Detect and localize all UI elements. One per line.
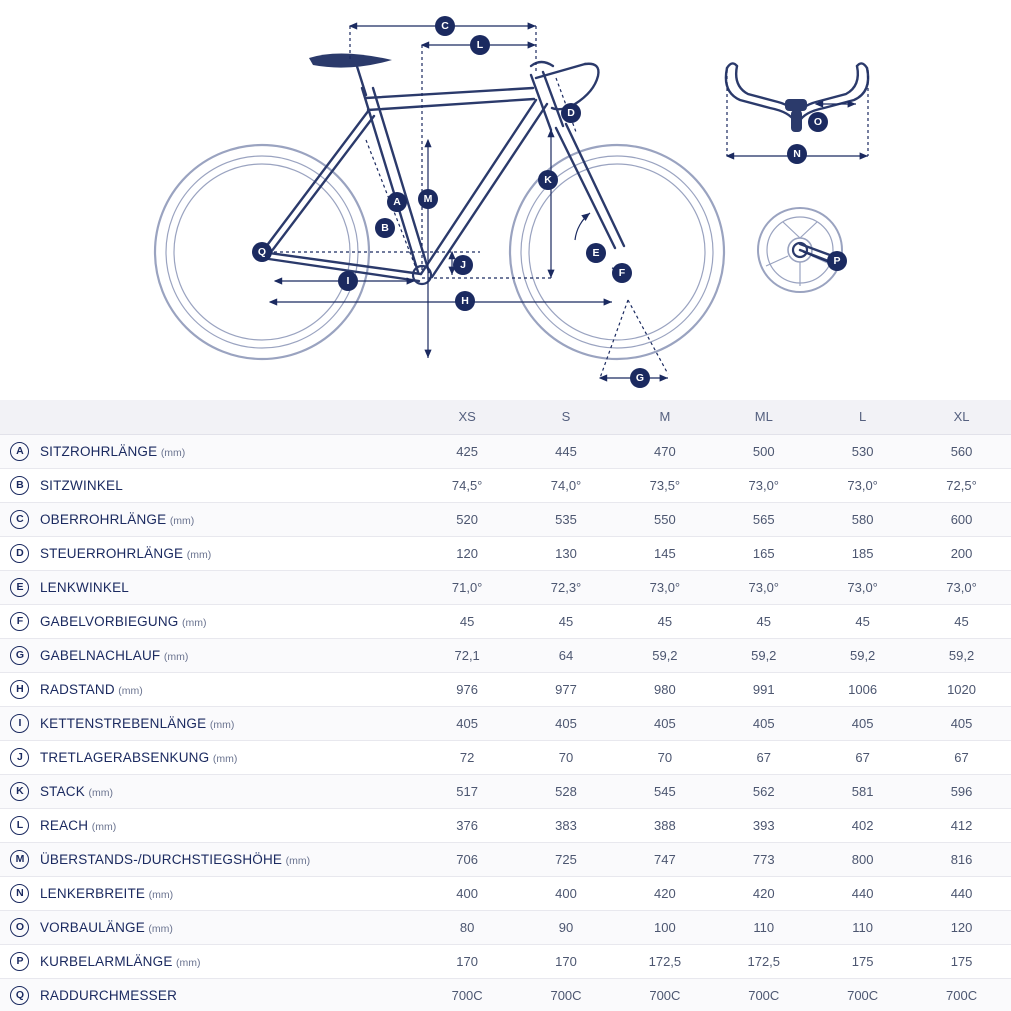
row-unit: (mm) (212, 752, 238, 765)
callout-E: E (586, 243, 606, 263)
row-value: 517 (418, 774, 517, 808)
row-value: 535 (517, 502, 616, 536)
table-row (0, 910, 1011, 944)
row-value: 440 (813, 876, 912, 910)
row-value: 747 (615, 842, 714, 876)
row-label-cell (40, 638, 418, 672)
row-value: 376 (418, 808, 517, 842)
row-unit: (mm) (163, 650, 189, 663)
row-badge: P (10, 952, 29, 971)
row-value: 59,2 (813, 638, 912, 672)
row-value: 388 (615, 808, 714, 842)
row-badge: C (10, 510, 29, 529)
row-badge: Q (10, 986, 29, 1005)
row-value: 73,0° (714, 468, 813, 502)
bike-geometry-diagram (0, 0, 1011, 400)
callout-I: I (338, 271, 358, 291)
row-unit: (mm) (285, 854, 311, 867)
row-value: 700C (418, 978, 517, 1011)
row-badge-cell (0, 842, 40, 876)
row-value: 59,2 (912, 638, 1011, 672)
row-label: RADDURCHMESSER (39, 987, 178, 1003)
row-value: 72,1 (418, 638, 517, 672)
row-value: 412 (912, 808, 1011, 842)
row-value: 700C (517, 978, 616, 1011)
row-badge: G (10, 646, 29, 665)
row-value: 59,2 (615, 638, 714, 672)
table-header-row (0, 400, 1011, 434)
callout-D: D (561, 103, 581, 123)
row-value: 400 (517, 876, 616, 910)
row-value: 800 (813, 842, 912, 876)
table-row (0, 536, 1011, 570)
row-value: 976 (418, 672, 517, 706)
handlebar-top-view (726, 63, 868, 132)
row-badge-cell (0, 944, 40, 978)
row-label-cell (40, 842, 418, 876)
callout-N: N (787, 144, 807, 164)
row-label: LENKWINKEL (39, 579, 129, 595)
row-value: 67 (912, 740, 1011, 774)
row-value: 73,5° (615, 468, 714, 502)
row-label-cell (40, 944, 418, 978)
row-value: 73,0° (813, 570, 912, 604)
column-header-size: ML (714, 400, 813, 434)
row-value: 980 (615, 672, 714, 706)
row-badge-cell (0, 876, 40, 910)
row-label-cell (40, 672, 418, 706)
row-label-cell (40, 910, 418, 944)
row-label: GABELVORBIEGUNG (39, 613, 179, 629)
row-label: LENKERBREITE (39, 885, 146, 901)
table-row (0, 502, 1011, 536)
row-value: 470 (615, 434, 714, 468)
row-value: 70 (615, 740, 714, 774)
callout-C: C (435, 16, 455, 36)
table-row (0, 570, 1011, 604)
row-badge: E (10, 578, 29, 597)
header-label-spacer (40, 400, 418, 434)
table-row (0, 672, 1011, 706)
table-row (0, 468, 1011, 502)
row-value: 175 (912, 944, 1011, 978)
row-value: 73,0° (813, 468, 912, 502)
row-value: 200 (912, 536, 1011, 570)
row-label: ÜBERSTANDS-/DURCHSTIEGSHÖHE (39, 851, 283, 867)
callout-O-stem: O (808, 112, 828, 132)
row-value: 110 (813, 910, 912, 944)
row-value: 72 (418, 740, 517, 774)
row-value: 110 (714, 910, 813, 944)
row-badge-cell (0, 808, 40, 842)
row-unit: (mm) (88, 786, 113, 799)
row-badge: O (10, 918, 29, 937)
row-label-cell (40, 740, 418, 774)
row-label-cell (40, 774, 418, 808)
row-unit: (mm) (148, 888, 174, 901)
row-value: 170 (517, 944, 616, 978)
row-label: RADSTAND (39, 681, 115, 697)
row-badge: F (10, 612, 29, 631)
row-value: 560 (912, 434, 1011, 468)
row-value: 45 (714, 604, 813, 638)
callout-H: H (455, 291, 475, 311)
row-value: 816 (912, 842, 1011, 876)
row-value: 165 (714, 536, 813, 570)
row-label: VORBAULÄNGE (39, 919, 145, 935)
row-value: 64 (517, 638, 616, 672)
row-value: 74,5° (418, 468, 517, 502)
row-value: 172,5 (714, 944, 813, 978)
table-row (0, 944, 1011, 978)
row-badge-cell (0, 910, 40, 944)
row-badge: L (10, 816, 29, 835)
row-value: 400 (418, 876, 517, 910)
row-value: 45 (912, 604, 1011, 638)
row-label: STACK (39, 783, 85, 799)
callout-F: F (612, 263, 632, 283)
row-value: 420 (615, 876, 714, 910)
row-label: TRETLAGERABSENKUNG (39, 749, 210, 765)
row-value: 700C (714, 978, 813, 1011)
row-unit: (mm) (118, 684, 143, 697)
row-unit: (mm) (209, 718, 235, 731)
row-value: 405 (517, 706, 616, 740)
column-header-size: XS (418, 400, 517, 434)
row-label: REACH (39, 817, 89, 833)
row-label-cell (40, 434, 418, 468)
row-label-cell (40, 570, 418, 604)
row-value: 596 (912, 774, 1011, 808)
row-value: 402 (813, 808, 912, 842)
row-value: 420 (714, 876, 813, 910)
row-badge-cell (0, 570, 40, 604)
row-value: 72,5° (912, 468, 1011, 502)
row-value: 405 (615, 706, 714, 740)
row-value: 405 (813, 706, 912, 740)
row-label: STEUERROHRLÄNGE (39, 545, 184, 561)
row-value: 550 (615, 502, 714, 536)
row-badge: A (10, 442, 29, 461)
callout-M: M (418, 189, 438, 209)
row-value: 175 (813, 944, 912, 978)
row-label-cell (40, 536, 418, 570)
row-value: 580 (813, 502, 912, 536)
column-header-size: M (615, 400, 714, 434)
row-value: 67 (813, 740, 912, 774)
row-label: SITZWINKEL (39, 477, 123, 493)
row-badge: K (10, 782, 29, 801)
row-value: 565 (714, 502, 813, 536)
row-value: 1006 (813, 672, 912, 706)
row-value: 440 (912, 876, 1011, 910)
table-row (0, 740, 1011, 774)
row-badge-cell (0, 672, 40, 706)
table-row (0, 434, 1011, 468)
row-value: 562 (714, 774, 813, 808)
column-header-size: L (813, 400, 912, 434)
row-label-cell (40, 978, 418, 1011)
row-value: 545 (615, 774, 714, 808)
row-value: 991 (714, 672, 813, 706)
row-value: 73,0° (912, 570, 1011, 604)
row-badge-cell (0, 604, 40, 638)
row-value: 581 (813, 774, 912, 808)
table-row (0, 706, 1011, 740)
row-badge: M (10, 850, 29, 869)
row-value: 977 (517, 672, 616, 706)
row-unit: (mm) (181, 616, 207, 629)
callout-J: J (453, 255, 473, 275)
row-label: SITZROHRLÄNGE (39, 443, 158, 459)
row-value: 67 (714, 740, 813, 774)
row-badge-cell (0, 434, 40, 468)
row-value: 90 (517, 910, 616, 944)
table-row (0, 876, 1011, 910)
row-value: 500 (714, 434, 813, 468)
row-badge-cell (0, 740, 40, 774)
table-row (0, 978, 1011, 1011)
table-row (0, 604, 1011, 638)
row-value: 700C (912, 978, 1011, 1011)
row-unit: (mm) (186, 548, 212, 561)
row-value: 45 (813, 604, 912, 638)
row-label-cell (40, 876, 418, 910)
row-value: 145 (615, 536, 714, 570)
row-badge-cell (0, 706, 40, 740)
row-badge-cell (0, 502, 40, 536)
column-header-size: S (517, 400, 616, 434)
row-unit: (mm) (160, 446, 186, 459)
row-value: 405 (714, 706, 813, 740)
row-value: 520 (418, 502, 517, 536)
row-label-cell (40, 808, 418, 842)
row-badge-cell (0, 774, 40, 808)
callout-G: G (630, 368, 650, 388)
row-unit: (mm) (176, 956, 201, 969)
row-value: 72,3° (517, 570, 616, 604)
row-label: KURBELARMLÄNGE (39, 953, 173, 969)
row-label-cell (40, 604, 418, 638)
row-value: 172,5 (615, 944, 714, 978)
row-label: GABELNACHLAUF (39, 647, 161, 663)
row-value: 185 (813, 536, 912, 570)
row-label-cell (40, 502, 418, 536)
row-badge: H (10, 680, 29, 699)
row-badge: I (10, 714, 29, 733)
row-value: 600 (912, 502, 1011, 536)
column-header-size: XL (912, 400, 1011, 434)
callout-Q: Q (252, 242, 272, 262)
row-badge-cell (0, 978, 40, 1011)
diagram-svg (0, 0, 1011, 400)
row-value: 1020 (912, 672, 1011, 706)
row-badge: N (10, 884, 29, 903)
row-value: 100 (615, 910, 714, 944)
row-label: KETTENSTREBENLÄNGE (39, 715, 207, 731)
row-value: 71,0° (418, 570, 517, 604)
row-badge: B (10, 476, 29, 495)
table-row (0, 638, 1011, 672)
row-value: 70 (517, 740, 616, 774)
callout-K: K (538, 170, 558, 190)
row-value: 706 (418, 842, 517, 876)
row-value: 700C (615, 978, 714, 1011)
header-badge-spacer (0, 400, 40, 434)
callout-P: P (827, 251, 847, 271)
row-value: 405 (418, 706, 517, 740)
table-row (0, 774, 1011, 808)
row-value: 120 (912, 910, 1011, 944)
callout-L: L (470, 35, 490, 55)
row-value: 74,0° (517, 468, 616, 502)
row-badge: D (10, 544, 29, 563)
row-value: 120 (418, 536, 517, 570)
row-value: 383 (517, 808, 616, 842)
geometry-spec-table (0, 400, 1011, 1011)
row-value: 73,0° (714, 570, 813, 604)
row-unit: (mm) (169, 514, 195, 527)
row-value: 45 (418, 604, 517, 638)
row-value: 405 (912, 706, 1011, 740)
row-value: 700C (813, 978, 912, 1011)
row-value: 59,2 (714, 638, 813, 672)
callout-A: A (387, 192, 407, 212)
row-value: 528 (517, 774, 616, 808)
row-value: 425 (418, 434, 517, 468)
row-label-cell (40, 468, 418, 502)
row-unit: (mm) (91, 820, 117, 833)
row-value: 130 (517, 536, 616, 570)
row-value: 170 (418, 944, 517, 978)
row-badge-cell (0, 638, 40, 672)
row-value: 530 (813, 434, 912, 468)
row-value: 80 (418, 910, 517, 944)
table-row (0, 808, 1011, 842)
row-unit: (mm) (148, 922, 173, 935)
table-row (0, 842, 1011, 876)
row-value: 45 (615, 604, 714, 638)
row-value: 445 (517, 434, 616, 468)
callout-B: B (375, 218, 395, 238)
row-value: 773 (714, 842, 813, 876)
row-value: 73,0° (615, 570, 714, 604)
row-label: OBERROHRLÄNGE (39, 511, 167, 527)
row-badge: J (10, 748, 29, 767)
row-badge-cell (0, 468, 40, 502)
row-badge-cell (0, 536, 40, 570)
row-value: 45 (517, 604, 616, 638)
row-value: 393 (714, 808, 813, 842)
row-value: 725 (517, 842, 616, 876)
row-label-cell (40, 706, 418, 740)
